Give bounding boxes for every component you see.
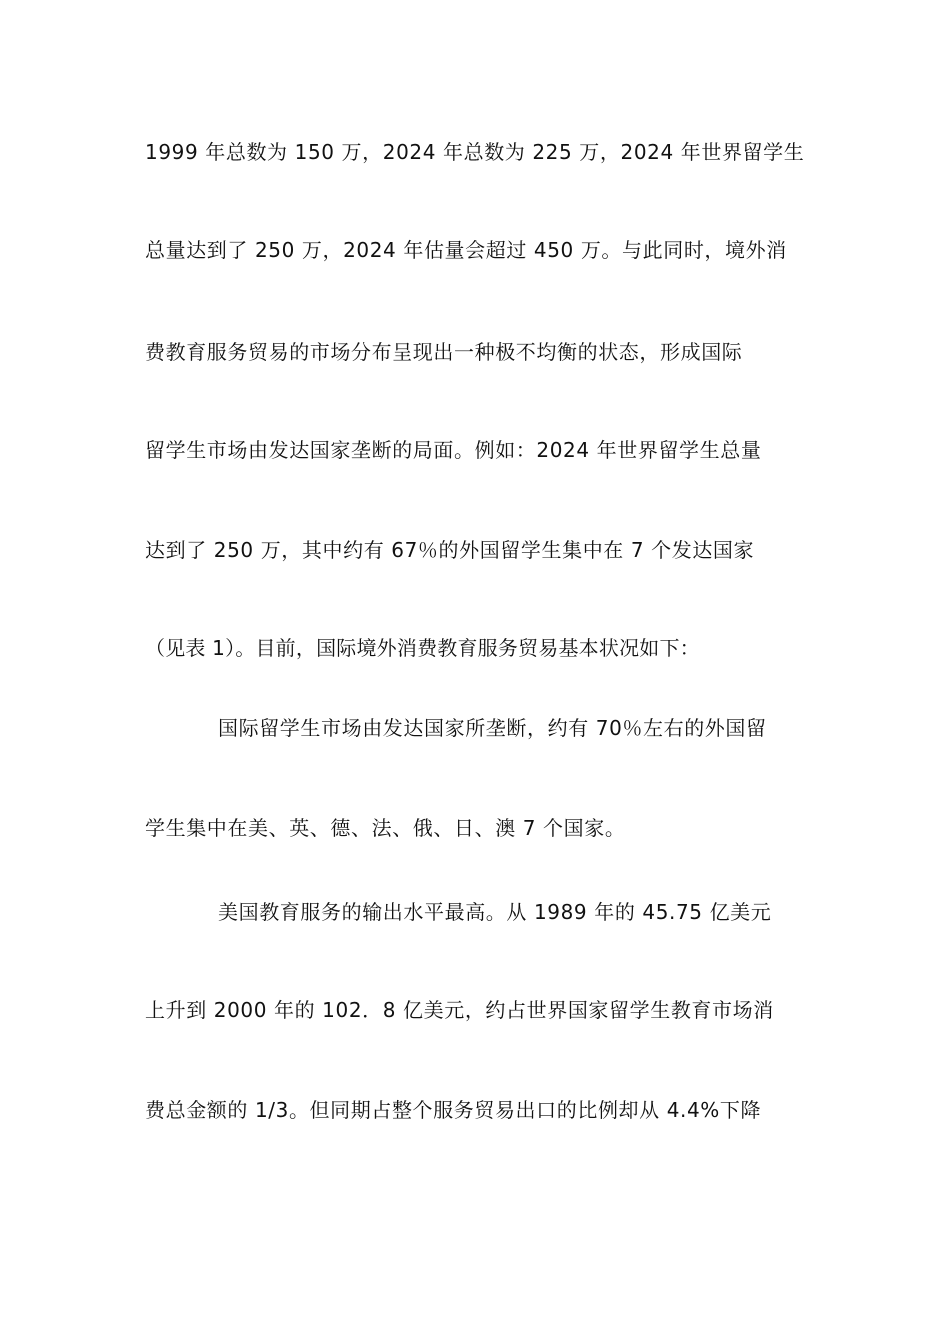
text-line: 学生集中在美、英、德、法、俄、日、澳 7 个国家。 bbox=[145, 816, 626, 840]
text-line: 1999 年总数为 150 万，2024 年总数为 225 万，2024 年世界留学生 bbox=[145, 140, 805, 164]
text-line: 达到了 250 万，其中约有 67％的外国留学生集中在 7 个发达国家 bbox=[145, 538, 755, 562]
text-line: 费总金额的 1/3。但同期占整个服务贸易出口的比例却从 4.4%下降 bbox=[145, 1098, 762, 1122]
text-line: 上升到 2000 年的 102．8 亿美元，约占世界国家留学生教育市场消 bbox=[145, 998, 774, 1022]
text-line: 总量达到了 250 万，2024 年估量会超过 450 万。与此同时，境外消 bbox=[145, 238, 787, 262]
text-line: 费教育服务贸易的市场分布呈现出一种极不均衡的状态，形成国际 bbox=[145, 340, 743, 364]
text-line: 国际留学生市场由发达国家所垄断，约有 70％左右的外国留 bbox=[218, 716, 767, 740]
text-line: 留学生市场由发达国家垄断的局面。例如：2024 年世界留学生总量 bbox=[145, 438, 762, 462]
text-line: 美国教育服务的输出水平最高。从 1989 年的 45.75 亿美元 bbox=[218, 900, 772, 924]
text-line: （见表 1）。目前，国际境外消费教育服务贸易基本状况如下： bbox=[145, 636, 700, 660]
